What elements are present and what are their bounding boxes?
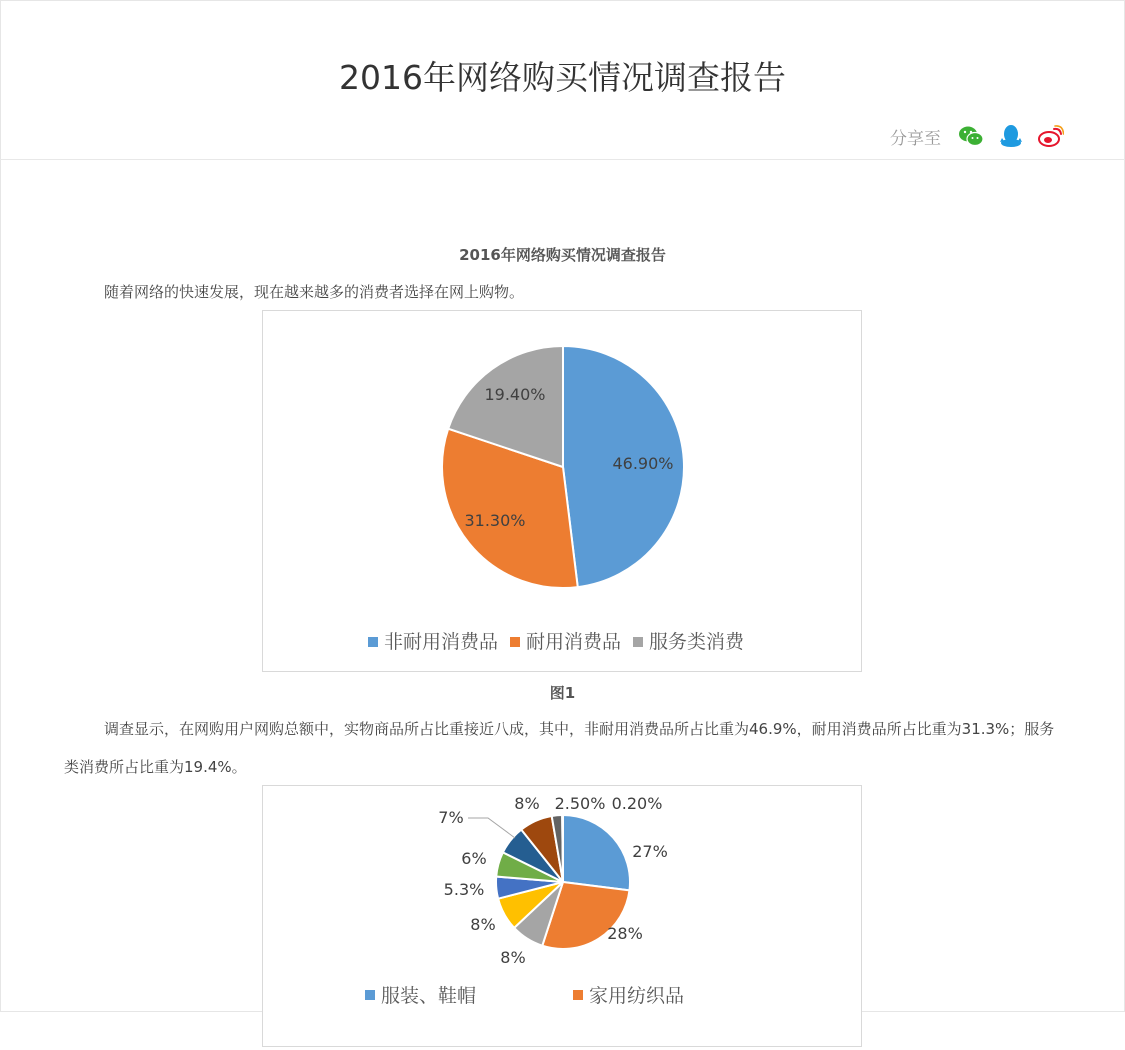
chart2-legend-swatch-2 [573, 990, 583, 1000]
chart-2-container [262, 785, 862, 1047]
pie-chart-consumption-types [263, 311, 861, 671]
chart2-data-label-5: 5.3% [443, 880, 485, 899]
article-title: 2016年网络购买情况调查报告 [459, 246, 666, 264]
page-title: 2016年网络购买情况调查报告 [339, 58, 786, 97]
wechat-icon[interactable] [957, 122, 985, 150]
share-label: 分享至 [890, 128, 941, 149]
chart-1-container [262, 310, 862, 672]
chart2-legend-label-1: 服装、鞋帽 [381, 985, 477, 1007]
chart1-data-label-3: 19.40% [484, 385, 546, 404]
chart2-legend-label-2: 家用纺织品 [589, 985, 685, 1007]
chart2-data-label-7: 7% [438, 808, 464, 827]
chart2-data-label-2: 28% [607, 924, 643, 943]
pie-chart-goods-categories [263, 786, 861, 1046]
chart1-legend-label-3: 服务类消费 [649, 631, 745, 653]
chart2-data-label-1: 27% [632, 842, 668, 861]
chart2-data-label-4: 8% [470, 915, 496, 934]
chart1-data-label-1: 46.90% [612, 454, 674, 473]
share-bar [890, 122, 1065, 150]
chart2-data-label-3: 8% [500, 948, 526, 967]
chart2-slice-10 [562, 815, 563, 882]
qq-icon[interactable] [997, 122, 1025, 150]
chart1-legend-label-2: 耐用消费品 [526, 631, 622, 653]
chart2-legend-swatch-1 [365, 990, 375, 1000]
chart1-legend-label-1: 非耐用消费品 [384, 631, 499, 653]
chart2-leader-line-7 [468, 818, 515, 838]
chart2-slice-1 [563, 815, 630, 890]
chart1-legend-swatch-3 [633, 637, 643, 647]
header-divider [0, 159, 1125, 160]
chart1-legend-swatch-1 [368, 637, 378, 647]
chart1-legend-swatch-2 [510, 637, 520, 647]
chart2-data-label-9: 2.50% [554, 794, 606, 813]
figure-1-caption: 图1 [549, 684, 576, 702]
chart2-data-label-6: 6% [461, 849, 487, 868]
survey-paragraph: 调查显示，在网购用户网购总额中，实物商品所占比重接近八成，其中，非耐用消费品所占比重为46.9%，耐用消费品所占比重为31.3%；服务类消费所占比重为19.4%。 [64, 720, 1055, 776]
intro-paragraph: 随着网络的快速发展，现在越来越多的消费者选择在网上购物。 [104, 283, 525, 301]
weibo-icon[interactable] [1037, 122, 1065, 150]
chart2-data-label-8: 8% [514, 794, 540, 813]
chart2-data-label-10: 0.20% [611, 794, 663, 813]
chart1-data-label-2: 31.30% [464, 511, 526, 530]
